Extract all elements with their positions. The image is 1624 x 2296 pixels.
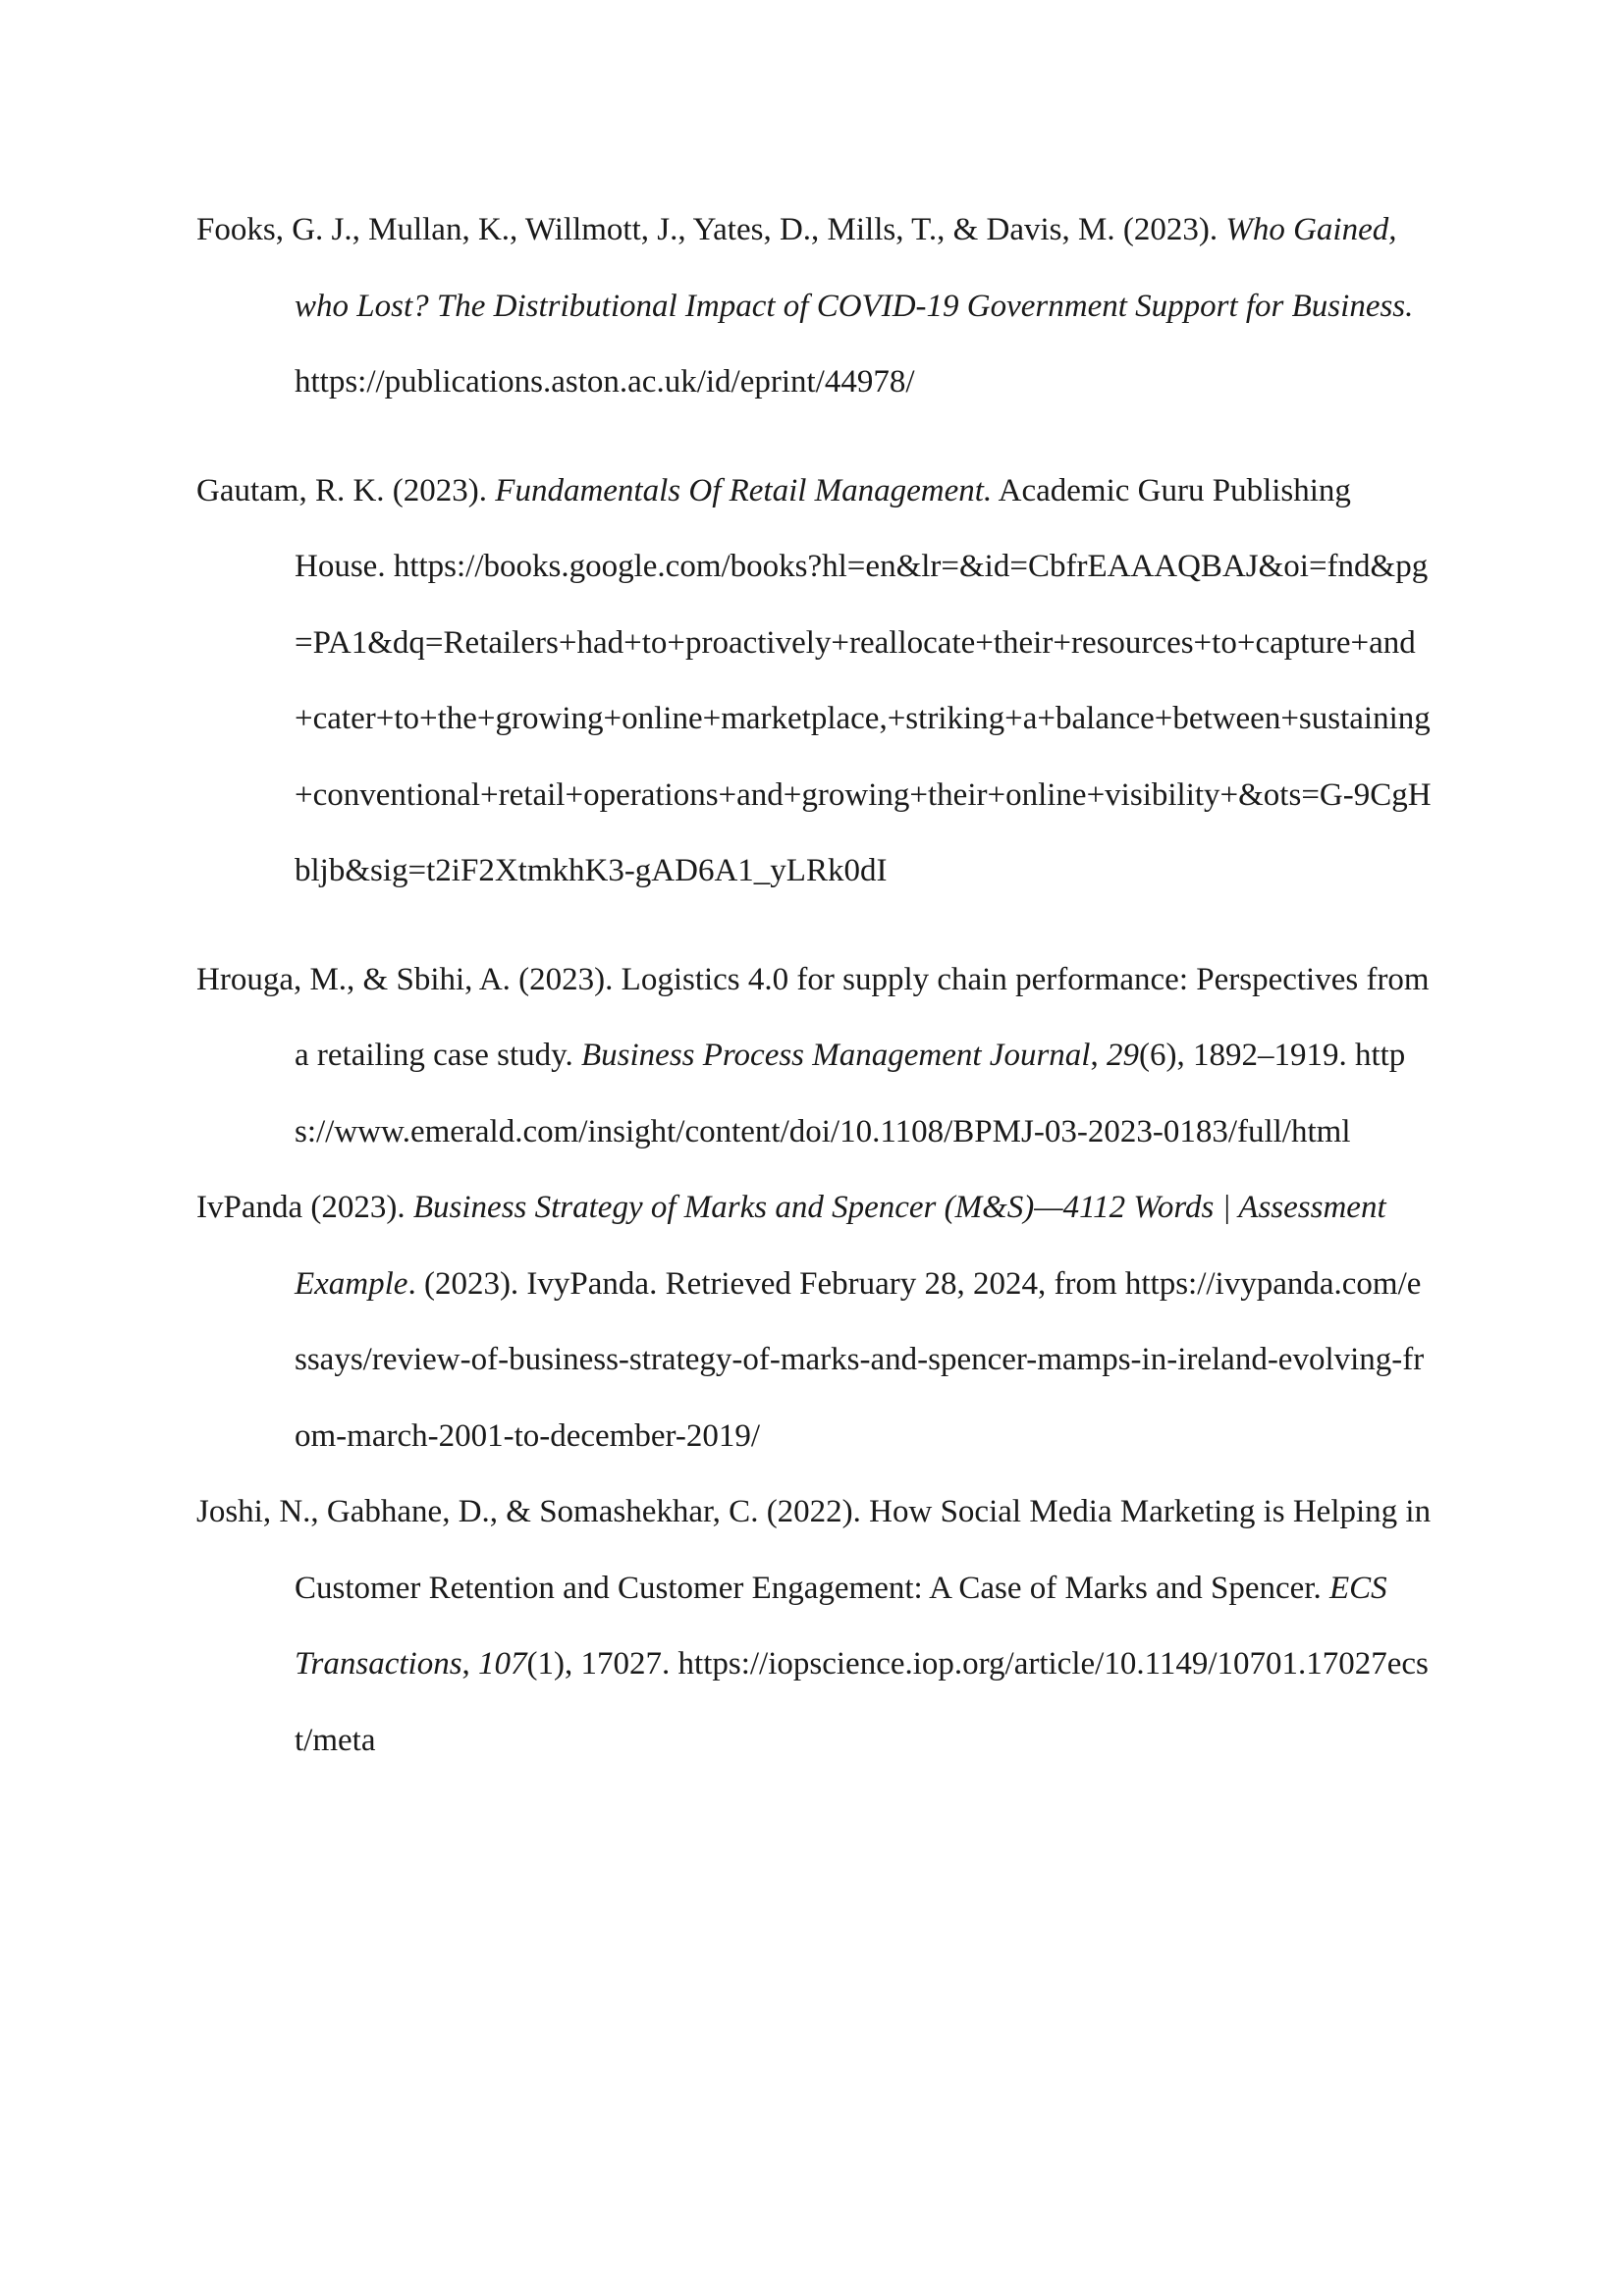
reference-authors: Gautam, R. K. (2023).: [196, 472, 496, 508]
reference-url[interactable]: https://books.google.com/books?hl=en&lr=&id=CbfrEAAAQBAJ&oi=fnd&pg=PA1&dq=Retailers+had+to+proactively+reallocate+their+resources+to+capture+and+cater+to+the+growing+online+marketplace,+striking+a+balance+between+sustaining+conventional+retail+operations+and+growing+their+online+visibility+&ots=G-9CgHbljb&sig=t2iF2XtmkhK3-gAD6A1_yLRk0dI: [295, 549, 1432, 888]
reference-list: [196, 192, 1434, 1779]
reference-volume: 107: [478, 1646, 527, 1682]
reference-volume: 29: [1106, 1038, 1139, 1073]
reference-item: [196, 1474, 1434, 1779]
reference-journal: ECS Transactions: [295, 1570, 1387, 1682]
reference-item: [196, 1170, 1434, 1474]
reference-authors: Joshi, N., Gabhane, D., & Somashekhar, C. (2022). How Social Media Marketing is Helping in Customer Retention and Customer Engagement: A Case of Marks and Spencer.: [196, 1494, 1432, 1606]
reference-title: Fundamentals Of Retail Management.: [495, 472, 993, 508]
reference-url[interactable]: https://publications.aston.ac.uk/id/eprint/44978/: [295, 364, 915, 400]
reference-separator: ,: [1090, 1038, 1107, 1073]
reference-url[interactable]: https://ivypanda.com/essays/review-of-business-strategy-of-marks-and-spencer-mamps-in-ireland-evolving-from-march-2001-to-december-2019/: [295, 1265, 1425, 1454]
reference-publisher: Academic Guru Publishing House.: [295, 472, 1351, 584]
reference-authors: IvPanda (2023).: [196, 1190, 413, 1225]
reference-issue-pages: (1), 17027.: [526, 1646, 671, 1682]
reference-item: [196, 942, 1434, 1171]
reference-authors: Fooks, G. J., Mullan, K., Willmott, J., Yates, D., Mills, T., & Davis, M. (2023).: [196, 212, 1226, 247]
reference-item: [196, 192, 1434, 421]
reference-title: Who Gained, who Lost? The Distributional Impact of COVID-19 Government Support for Business.: [295, 212, 1414, 324]
reference-url[interactable]: https://www.emerald.com/insight/content/doi/10.1108/BPMJ-03-2023-0183/full/html: [295, 1038, 1406, 1149]
reference-url[interactable]: https://iopscience.iop.org/article/10.1149/10701.17027ecst/meta: [295, 1646, 1429, 1758]
reference-journal: Business Process Management Journal: [581, 1038, 1091, 1073]
reference-title: Business Strategy of Marks and Spencer (M&S)—4112 Words | Assessment Example: [295, 1190, 1386, 1302]
reference-separator: ,: [461, 1646, 479, 1682]
reference-item: [196, 454, 1434, 910]
reference-issue-pages: (6), 1892–1919.: [1138, 1038, 1355, 1073]
reference-retrieval: . (2023). IvyPanda. Retrieved February 28, 2024, from: [407, 1265, 1117, 1302]
reference-authors: Hrouga, M., & Sbihi, A. (2023). Logistics 4.0 for supply chain performance: Perspectives from a retailing case study.: [196, 961, 1430, 1073]
